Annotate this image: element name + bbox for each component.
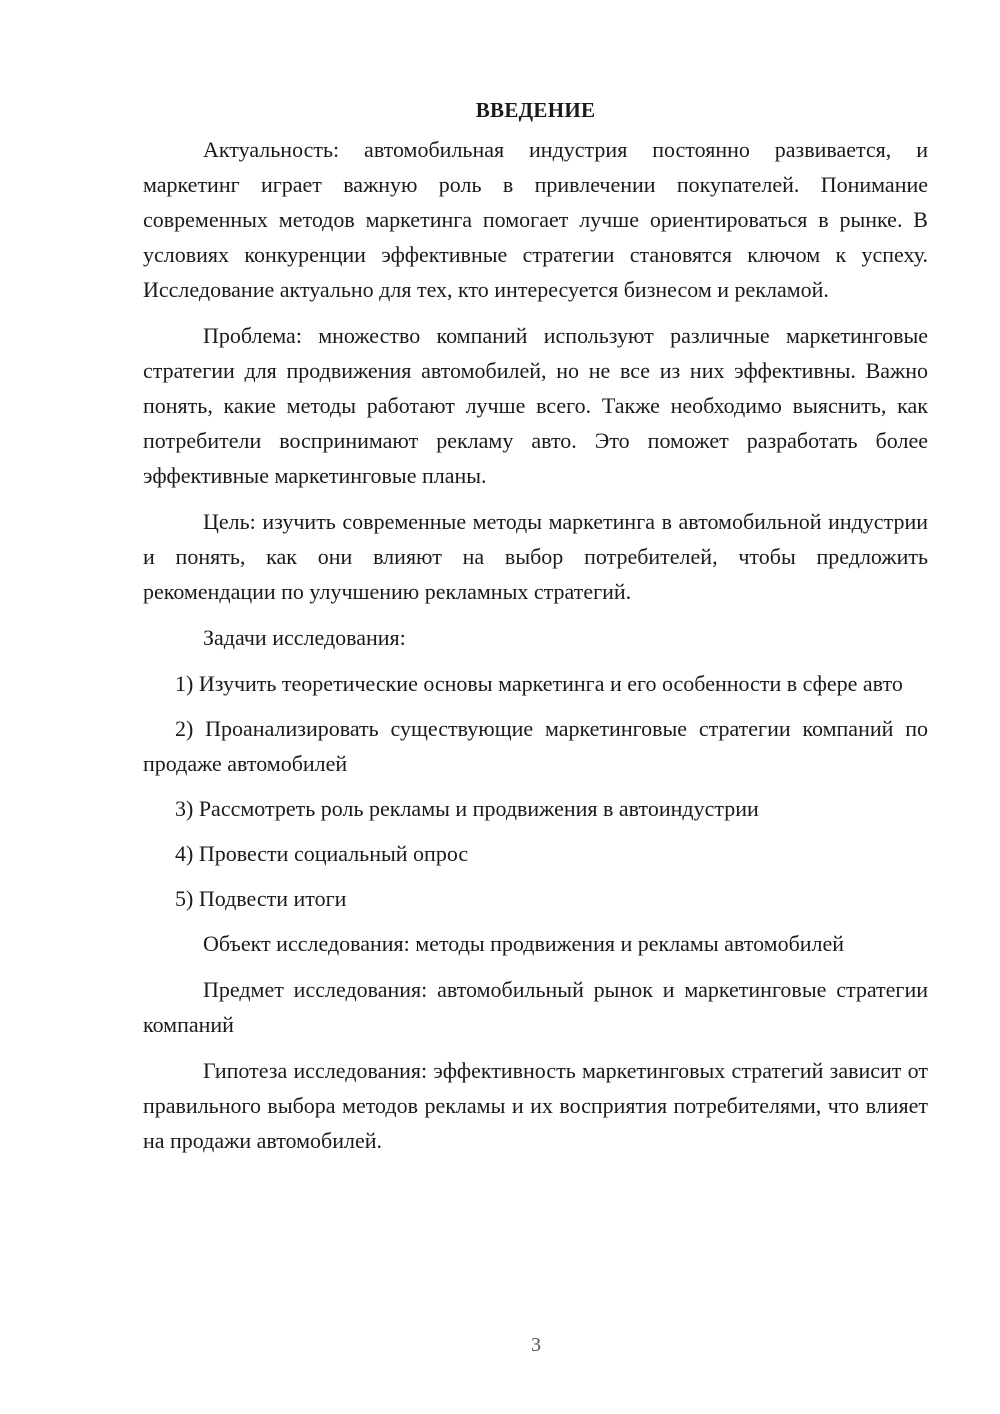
section-heading: ВВЕДЕНИЕ (475, 98, 596, 122)
paragraph-goal: Цель: изучить современные методы маркетинга в автомобильной индустрии и понять, как они влияют на выбор потребителей, чтобы предложить рекомендации по улучшению рекламных стратегий. (143, 509, 928, 604)
paragraph-object: Объект исследования: методы продвижения и рекламы автомобилей (203, 931, 845, 956)
task-item-5: 5) Подвести итоги (175, 886, 347, 911)
paragraph-relevance: Актуальность: автомобильная индустрия постоянно развивается, и маркетинг играет важную роль в привлечении покупателей. Понимание современных методов маркетинга помогает лучше ориентироваться в рынке. В условиях конкуренции эффективные стратегии становятся ключом к успеху. Исследование актуально для тех, кто интересуется бизнесом и рекламой. (143, 137, 928, 302)
task-item-2: 2) Проанализировать существующие маркетинговые стратегии компаний по продаже автомобилей (143, 716, 928, 776)
page-content (143, 95, 928, 1169)
task-item-4: 4) Провести социальный опрос (175, 841, 469, 866)
task-item-1: 1) Изучить теоретические основы маркетинга и его особенности в сфере авто (175, 671, 903, 696)
task-item-3: 3) Рассмотреть роль рекламы и продвижения в автоиндустрии (175, 796, 759, 821)
page-number: 3 (531, 1334, 541, 1356)
paragraph-subject: Предмет исследования: автомобильный рынок и маркетинговые стратегии компаний (143, 977, 928, 1037)
paragraph-problem: Проблема: множество компаний используют различные маркетинговые стратегии для продвижения автомобилей, но не все из них эффективны. Важно понять, какие методы работают лучше всего. Также необходимо выяснить, как потребители воспринимают рекламу авто. Это поможет разработать более эффективные маркетинговые планы. (143, 323, 928, 488)
paragraph-tasks-title: Задачи исследования: (203, 625, 406, 650)
paragraph-hypothesis: Гипотеза исследования: эффективность маркетинговых стратегий зависит от правильного выбора методов рекламы и их восприятия потребителями, что влияет на продажи автомобилей. (143, 1058, 928, 1153)
